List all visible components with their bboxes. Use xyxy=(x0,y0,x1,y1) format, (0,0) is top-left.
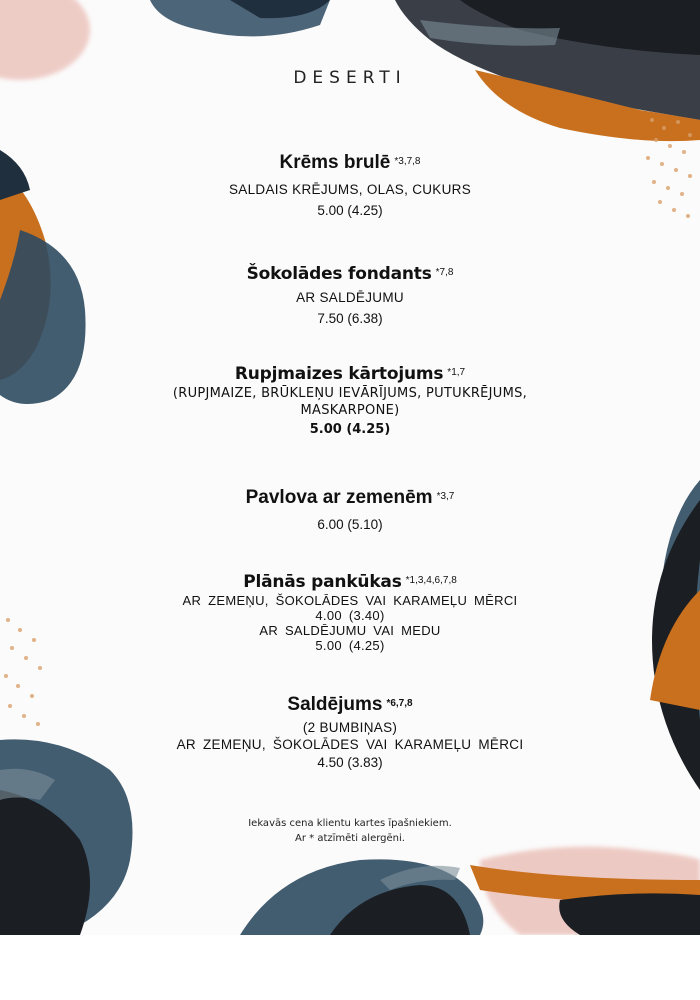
footer-card-note: Iekavās cena klientu kartes īpašniekiem. xyxy=(248,818,452,829)
item-allergens: *7,8 xyxy=(435,267,454,278)
menu-item-planas-pankukas xyxy=(0,572,700,653)
item-price: 4.50 (3.83) xyxy=(317,755,383,770)
item-description: AR SALDĒJUMU xyxy=(296,290,404,305)
item-price: 5.00 (4.25) xyxy=(309,422,391,437)
menu-title: DESERTI xyxy=(293,68,407,88)
item-name: Krēms brulē xyxy=(279,152,391,173)
item-price: 5.00 (4.25) xyxy=(315,638,385,653)
item-name: Saldējums xyxy=(287,694,383,715)
item-price: 7.50 (6.38) xyxy=(317,311,383,326)
item-name: Plānās pankūkas xyxy=(243,572,402,592)
item-description: AR SALDĒJUMU VAI MEDU xyxy=(259,623,441,638)
item-description: (RUPJMAIZE, BRŪKLEŅU IEVĀRĪJUMS, PUTUKRĒJUMS, xyxy=(172,386,528,401)
menu-item-pavlova xyxy=(0,487,700,532)
item-allergens: *3,7,8 xyxy=(394,156,421,167)
menu-item-rupjmaizes-kartojums xyxy=(0,364,700,437)
footer-note xyxy=(0,816,700,846)
item-description: MASKARPONE) xyxy=(300,403,400,418)
item-allergens: *1,3,4,6,7,8 xyxy=(405,575,457,586)
menu-item-saldejums xyxy=(0,694,700,772)
item-price: 5.00 (4.25) xyxy=(317,203,383,218)
item-description: SALDAIS KRĒJUMS, OLAS, CUKURS xyxy=(228,182,471,197)
item-name: Rupjmaizes kārtojums xyxy=(234,364,444,384)
menu-item-sokolades-fondants xyxy=(0,264,700,326)
item-description: (2 BUMBIŅAS) xyxy=(302,720,398,735)
item-price-secondary: 4.00 (3.40) xyxy=(315,608,385,623)
item-description: AR ZEMEŅU, ŠOKOLĀDES VAI KARAMEĻU MĒRCI xyxy=(182,593,518,608)
item-allergens: *3,7 xyxy=(436,491,455,502)
footer-allergen-note: Ar * atzīmēti alergēni. xyxy=(295,833,405,844)
item-allergens: *1,7 xyxy=(447,367,466,378)
item-description: AR ZEMEŅU, ŠOKOLĀDES VAI KARAMEĻU MĒRCI xyxy=(176,737,524,752)
item-name: Pavlova ar zemenēm xyxy=(245,487,433,508)
menu-item-kremas-brule xyxy=(0,152,700,218)
item-name: Šokolādes fondants xyxy=(246,264,432,284)
item-price: 6.00 (5.10) xyxy=(317,517,383,532)
item-allergens: *6,7,8 xyxy=(386,698,413,709)
